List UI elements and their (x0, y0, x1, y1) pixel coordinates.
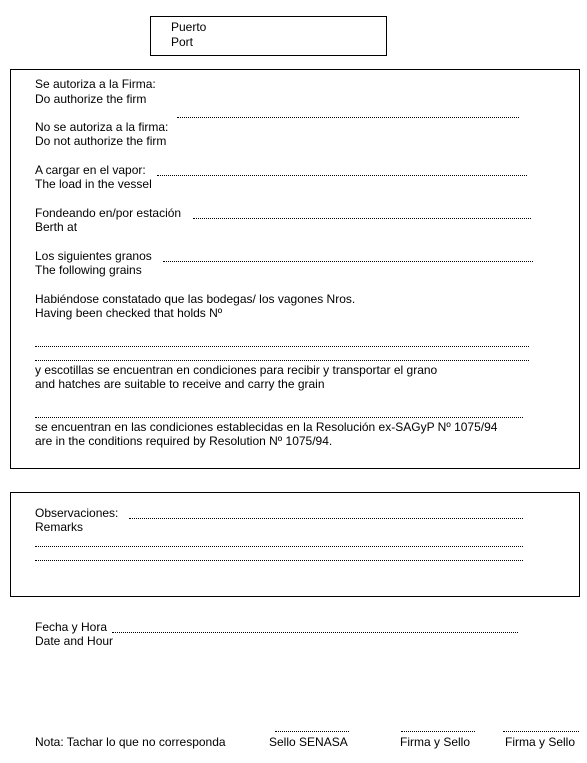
grains-label-en: The following grains (35, 263, 142, 277)
berth-fill-line[interactable] (193, 218, 531, 219)
signature-2-label: Firma y Sello (505, 735, 576, 749)
authorize-label-en: Do authorize the firm (35, 92, 147, 106)
observations-box (10, 492, 580, 597)
port-label-es: Puerto (171, 20, 207, 34)
hatches-label-es: y escotillas se encuentran en condiciones para recibir y transportar el grano (35, 363, 438, 377)
hatches-label-en: and hatches are suitable to receive and carry the grain (35, 377, 325, 391)
load-vessel-fill-line[interactable] (157, 175, 527, 176)
signature-1-label: Firma y Sello (400, 735, 471, 749)
checked-label-en: Having been checked that holds Nº (35, 306, 223, 320)
authorization-box (10, 69, 580, 469)
seal-senasa-fill-line[interactable] (275, 731, 349, 732)
observations-label-es: Observaciones: (35, 506, 119, 520)
conditions-label-es: se encuentran en las condiciones establecidas en la Resolución ex-SAGyP Nº 1075/94 (35, 420, 498, 434)
observations-label-en: Remarks (35, 520, 84, 534)
observations-fill-line-1[interactable] (129, 518, 523, 519)
signature-2-fill-line[interactable] (503, 731, 579, 732)
not-authorize-label-es: No se autoriza a la firma: (35, 120, 169, 134)
authorize-label-es: Se autoriza a la Firma: (35, 77, 156, 91)
holds-fill-line-1[interactable] (35, 346, 529, 347)
seal-senasa-label: Sello SENASA (269, 735, 348, 749)
date-label-en: Date and Hour (35, 634, 114, 648)
port-box (150, 16, 387, 56)
not-authorize-label-en: Do not authorize the firm (35, 134, 167, 148)
berth-label-es: Fondeando en/por estación (35, 206, 182, 220)
observations-fill-line-3[interactable] (35, 560, 523, 561)
grain-fill-line[interactable] (35, 417, 523, 418)
signature-1-fill-line[interactable] (401, 731, 475, 732)
conditions-label-en: are in the conditions required by Resolution Nº 1075/94. (35, 434, 333, 448)
berth-label-en: Berth at (35, 220, 78, 234)
port-label-en: Port (171, 35, 194, 49)
date-label-es: Fecha y Hora (35, 620, 108, 634)
load-vessel-label-en: The load in the vessel (35, 177, 152, 191)
holds-fill-line-2[interactable] (35, 360, 529, 361)
footer-note: Nota: Tachar lo que no corresponda (35, 735, 226, 749)
checked-label-es: Habiéndose constatado que las bodegas/ los vagones Nros. (35, 292, 356, 306)
load-vessel-label-es: A cargar en el vapor: (35, 163, 146, 177)
date-fill-line[interactable] (112, 632, 518, 633)
grains-fill-line[interactable] (163, 261, 533, 262)
observations-fill-line-2[interactable] (35, 546, 523, 547)
grains-label-es: Los siguientes granos (35, 249, 152, 263)
authorize-fill-line[interactable] (177, 117, 519, 118)
